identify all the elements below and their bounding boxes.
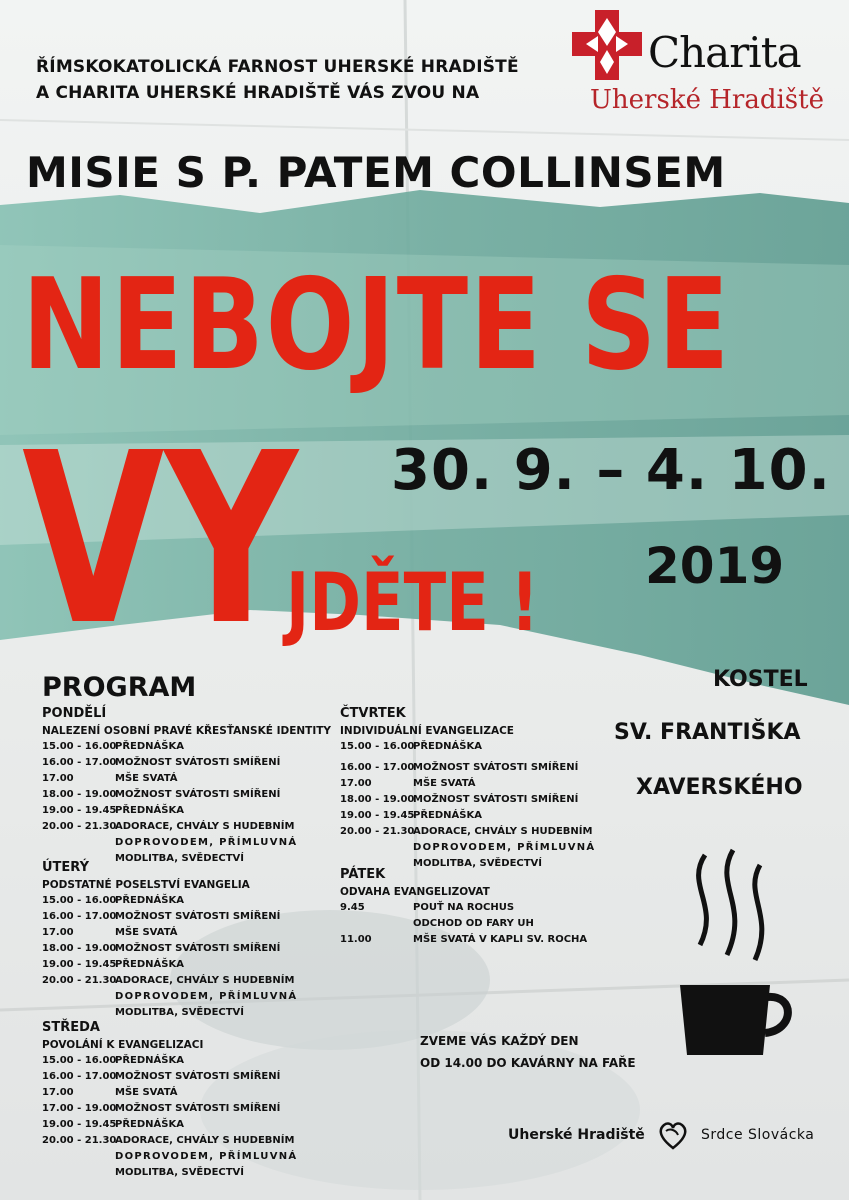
schedule-row (42, 1087, 177, 1098)
schedule-description: MŠE SVATÁ (413, 778, 476, 789)
schedule-row (42, 821, 298, 864)
schedule-description: MOŽNOST SVÁTOSTI SMÍŘENÍ (115, 943, 281, 954)
day-theme: INDIVIDUÁLNÍ EVANGELIZACE (340, 725, 514, 737)
day-name: STŘEDA (42, 1020, 100, 1035)
schedule-description: PŘEDNÁŠKA (115, 959, 184, 970)
schedule-time: 16.00 - 17.00 (42, 1071, 117, 1082)
schedule-description: MŠE SVATÁ (115, 1087, 178, 1098)
schedule-time: 17.00 (42, 1087, 74, 1098)
schedule-row (340, 810, 482, 821)
schedule-description: ADORACE, CHVÁLY S HUDEBNÍM (115, 975, 295, 986)
schedule-time: 19.00 - 19.45 (42, 805, 117, 816)
schedule-row (42, 1055, 184, 1066)
schedule-description-cont: MODLITBA, SVĚDECTVÍ (115, 853, 245, 864)
title-line-3: JDĚTE ! (286, 556, 540, 649)
invite-line-2: A CHARITA UHERSKÉ HRADIŠTĚ VÁS ZVOU NA (36, 83, 480, 103)
cafe-line-1: ZVEME VÁS KAŽDÝ DEN (420, 1034, 579, 1048)
schedule-time: 20.00 - 21.30 (42, 1135, 117, 1146)
day-name: PÁTEK (340, 867, 386, 882)
day-theme: POVOLÁNÍ K EVANGELIZACI (42, 1039, 204, 1051)
schedule-row (42, 975, 298, 1018)
schedule-description-cont: ODCHOD OD FARY UH (413, 918, 534, 929)
schedule-description: MŠE SVATÁ V KAPLI SV. ROCHA (413, 934, 588, 945)
schedule-row (42, 773, 177, 784)
schedule-description: MŠE SVATÁ (115, 927, 178, 938)
schedule-description-cont: MODLITBA, SVĚDECTVÍ (115, 1007, 245, 1018)
schedule-row (42, 805, 184, 816)
schedule-description: MOŽNOST SVÁTOSTI SMÍŘENÍ (413, 762, 579, 773)
mission-heading: MISIE S P. PATEM COLLINSEM (26, 148, 726, 197)
schedule-row (42, 895, 184, 906)
schedule-time: 15.00 - 16.00 (42, 1055, 117, 1066)
schedule-description: ADORACE, CHVÁLY S HUDEBNÍM (115, 1135, 295, 1146)
place-line-3: XAVERSKÉHO (636, 775, 803, 800)
cafe-invitation (420, 1030, 636, 1074)
schedule-time: 20.00 - 21.30 (42, 975, 117, 986)
day-name: ČTVRTEK (340, 706, 406, 721)
schedule-row (42, 959, 184, 970)
schedule-time: 15.00 - 16.00 (42, 741, 117, 752)
schedule-time: 18.00 - 19.00 (42, 943, 117, 954)
schedule-description: PŘEDNÁŠKA (413, 810, 482, 821)
place-line-1: KOSTEL (713, 667, 808, 692)
coffee-cup-icon (665, 845, 795, 1065)
schedule-description: ADORACE, CHVÁLY S HUDEBNÍM (413, 826, 593, 837)
schedule-row (42, 1071, 280, 1082)
schedule-row (42, 789, 280, 800)
schedule-description-cont: DOPROVODEM, PŘÍMLUVNÁ (115, 1151, 298, 1162)
day-name: ÚTERÝ (42, 860, 90, 875)
invite-line-1: ŘÍMSKOKATOLICKÁ FARNOST UHERSKÉ HRADIŠTĚ (36, 57, 519, 77)
schedule-description: MOŽNOST SVÁTOSTI SMÍŘENÍ (115, 1071, 281, 1082)
schedule-row (42, 1103, 280, 1114)
schedule-row (340, 826, 596, 869)
schedule-description: ADORACE, CHVÁLY S HUDEBNÍM (115, 821, 295, 832)
schedule-time: 19.00 - 19.45 (340, 810, 415, 821)
event-year: 2019 (645, 537, 785, 595)
schedule-description: MOŽNOST SVÁTOSTI SMÍŘENÍ (413, 794, 579, 805)
schedule-row (42, 757, 280, 768)
day-theme: ODVAHA EVANGELIZOVAT (340, 886, 490, 898)
day-theme: NALEZENÍ OSOBNÍ PRAVÉ KŘESŤANSKÉ IDENTITY (42, 725, 331, 737)
charita-logo (570, 10, 824, 120)
schedule-row (340, 778, 475, 789)
charita-cross-icon (572, 10, 642, 80)
title-line-1: NEBOJTE SE (22, 251, 732, 398)
schedule-time: 16.00 - 17.00 (42, 911, 117, 922)
schedule-description: PŘEDNÁŠKA (115, 895, 184, 906)
logo-subtitle: Uherské Hradiště (590, 85, 824, 115)
schedule-description-cont: MODLITBA, SVĚDECTVÍ (115, 1167, 245, 1178)
schedule-row (42, 943, 280, 954)
schedule-time: 11.00 (340, 934, 372, 945)
schedule-time: 18.00 - 19.00 (42, 789, 117, 800)
schedule-time: 9.45 (340, 902, 365, 913)
schedule-row (340, 934, 587, 945)
schedule-row (42, 911, 280, 922)
schedule-time: 17.00 (42, 773, 74, 784)
schedule-time: 18.00 - 19.00 (340, 794, 415, 805)
schedule-description-cont: DOPROVODEM, PŘÍMLUVNÁ (413, 842, 596, 853)
title-line-2: VY (22, 402, 298, 677)
schedule-description-cont: DOPROVODEM, PŘÍMLUVNÁ (115, 991, 298, 1002)
schedule-time: 16.00 - 17.00 (340, 762, 415, 773)
schedule-row (42, 1135, 298, 1178)
schedule-description: PŘEDNÁŠKA (115, 1055, 184, 1066)
schedule-time: 17.00 - 19.00 (42, 1103, 117, 1114)
schedule-time: 19.00 - 19.45 (42, 959, 117, 970)
schedule-description: MOŽNOST SVÁTOSTI SMÍŘENÍ (115, 911, 281, 922)
schedule-row (42, 741, 184, 752)
program-title: PROGRAM (42, 672, 197, 703)
schedule-row (340, 794, 578, 805)
day-name: PONDĚLÍ (42, 706, 107, 721)
footer-left-text: Uherské Hradiště (508, 1127, 645, 1143)
schedule-row (340, 762, 578, 773)
place-line-2: SV. FRANTIŠKA (614, 720, 801, 745)
schedule-description: PŘEDNÁŠKA (413, 741, 482, 752)
schedule-row (340, 741, 482, 752)
footer-brand (508, 1118, 814, 1152)
schedule-description-cont: MODLITBA, SVĚDECTVÍ (413, 858, 543, 869)
schedule-description-cont: DOPROVODEM, PŘÍMLUVNÁ (115, 837, 298, 848)
schedule-row (42, 927, 177, 938)
cafe-line-2: OD 14.00 DO KAVÁRNY NA FAŘE (420, 1056, 636, 1070)
day-theme: PODSTATNÉ POSELSTVÍ EVANGELIA (42, 879, 250, 891)
schedule-time: 15.00 - 16.00 (340, 741, 415, 752)
schedule-row (340, 902, 534, 929)
schedule-time: 19.00 - 19.45 (42, 1119, 117, 1130)
schedule-time: 17.00 (340, 778, 372, 789)
schedule-description: PŘEDNÁŠKA (115, 805, 184, 816)
heart-emblem-icon (656, 1118, 690, 1152)
logo-wordmark: Charita (648, 28, 801, 77)
schedule-description: PŘEDNÁŠKA (115, 741, 184, 752)
schedule-description: MŠE SVATÁ (115, 773, 178, 784)
schedule-description: MOŽNOST SVÁTOSTI SMÍŘENÍ (115, 1103, 281, 1114)
schedule-description: MOŽNOST SVÁTOSTI SMÍŘENÍ (115, 789, 281, 800)
footer-right-text: Srdce Slovácka (700, 1127, 815, 1143)
schedule-description: MOŽNOST SVÁTOSTI SMÍŘENÍ (115, 757, 281, 768)
invitation-text (36, 54, 519, 106)
schedule-time: 17.00 (42, 927, 74, 938)
schedule-time: 20.00 - 21.30 (340, 826, 415, 837)
schedule-time: 16.00 - 17.00 (42, 757, 117, 768)
schedule-time: 20.00 - 21.30 (42, 821, 117, 832)
schedule-row (42, 1119, 184, 1130)
schedule-description: PŘEDNÁŠKA (115, 1119, 184, 1130)
schedule-description: POUŤ NA ROCHUS (413, 902, 515, 913)
event-dates: 30. 9. – 4. 10. (391, 438, 831, 503)
schedule-time: 15.00 - 16.00 (42, 895, 117, 906)
